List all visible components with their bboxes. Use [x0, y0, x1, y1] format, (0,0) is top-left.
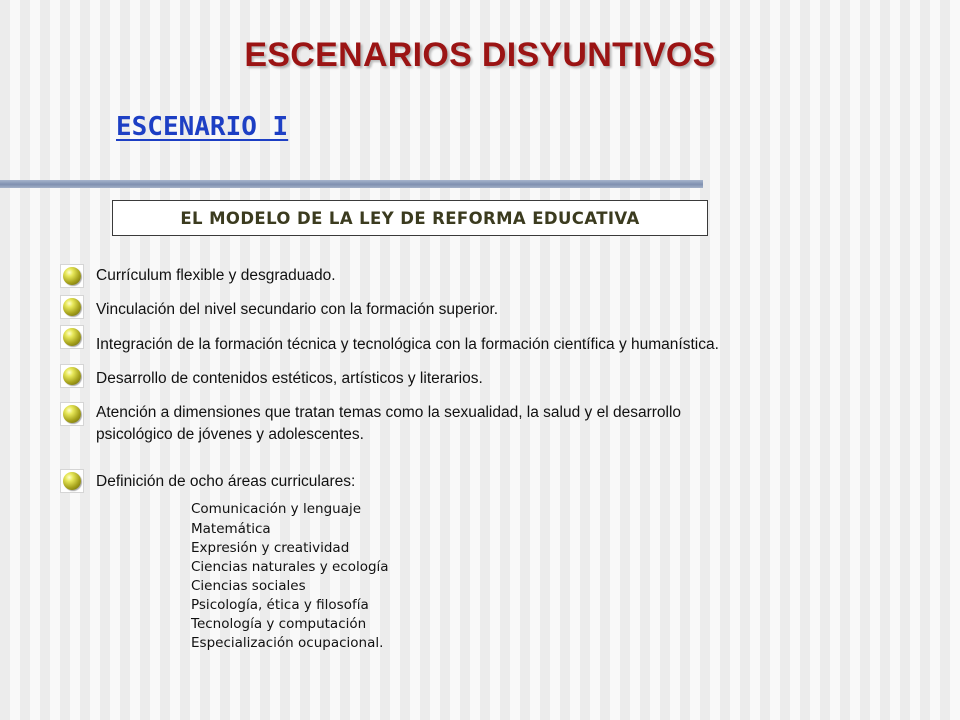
area-item: Matemática	[191, 521, 271, 537]
scenario-link[interactable]: ESCENARIO I	[116, 112, 289, 142]
area-item: Especialización ocupacional.	[191, 635, 384, 651]
bullet-sphere-icon	[60, 364, 84, 388]
bullet-item-line1: Atención a dimensiones que tratan temas como la sexualidad, la salud y el desarrollo	[96, 404, 682, 421]
bullet-item: Vinculación del nivel secundario con la formación superior.	[96, 301, 499, 318]
bullet-sphere-icon	[60, 402, 84, 426]
area-item: Psicología, ética y filosofía	[191, 597, 369, 613]
bullet-item: Desarrollo de contenidos estéticos, artísticos y literarios.	[96, 370, 483, 387]
bullet-item: Currículum flexible y desgraduado.	[96, 267, 336, 284]
area-item: Expresión y creatividad	[191, 540, 350, 556]
curricular-areas-list	[191, 498, 389, 653]
area-item: Ciencias naturales y ecología	[191, 559, 389, 575]
bullet-item: Integración de la formación técnica y tecnológica con la formación científica y humanística.	[96, 336, 719, 353]
reform-model-heading: EL MODELO DE LA LEY DE REFORMA EDUCATIVA	[112, 200, 708, 236]
bullet-sphere-icon	[60, 264, 84, 288]
area-item: Comunicación y lenguaje	[191, 501, 362, 517]
bullet-sphere-icon	[60, 295, 84, 319]
area-item: Ciencias sociales	[191, 578, 306, 594]
bullet-sphere-icon	[60, 469, 84, 493]
horizontal-rule	[0, 180, 703, 188]
bullet-item-line2: psicológico de jóvenes y adolescentes.	[96, 426, 364, 443]
bullet-sphere-icon	[60, 325, 84, 349]
area-item: Tecnología y computación	[191, 616, 367, 632]
bullet-item: Definición de ocho áreas curriculares:	[96, 473, 356, 490]
slide-title: ESCENARIOS DISYUNTIVOS	[244, 36, 716, 74]
